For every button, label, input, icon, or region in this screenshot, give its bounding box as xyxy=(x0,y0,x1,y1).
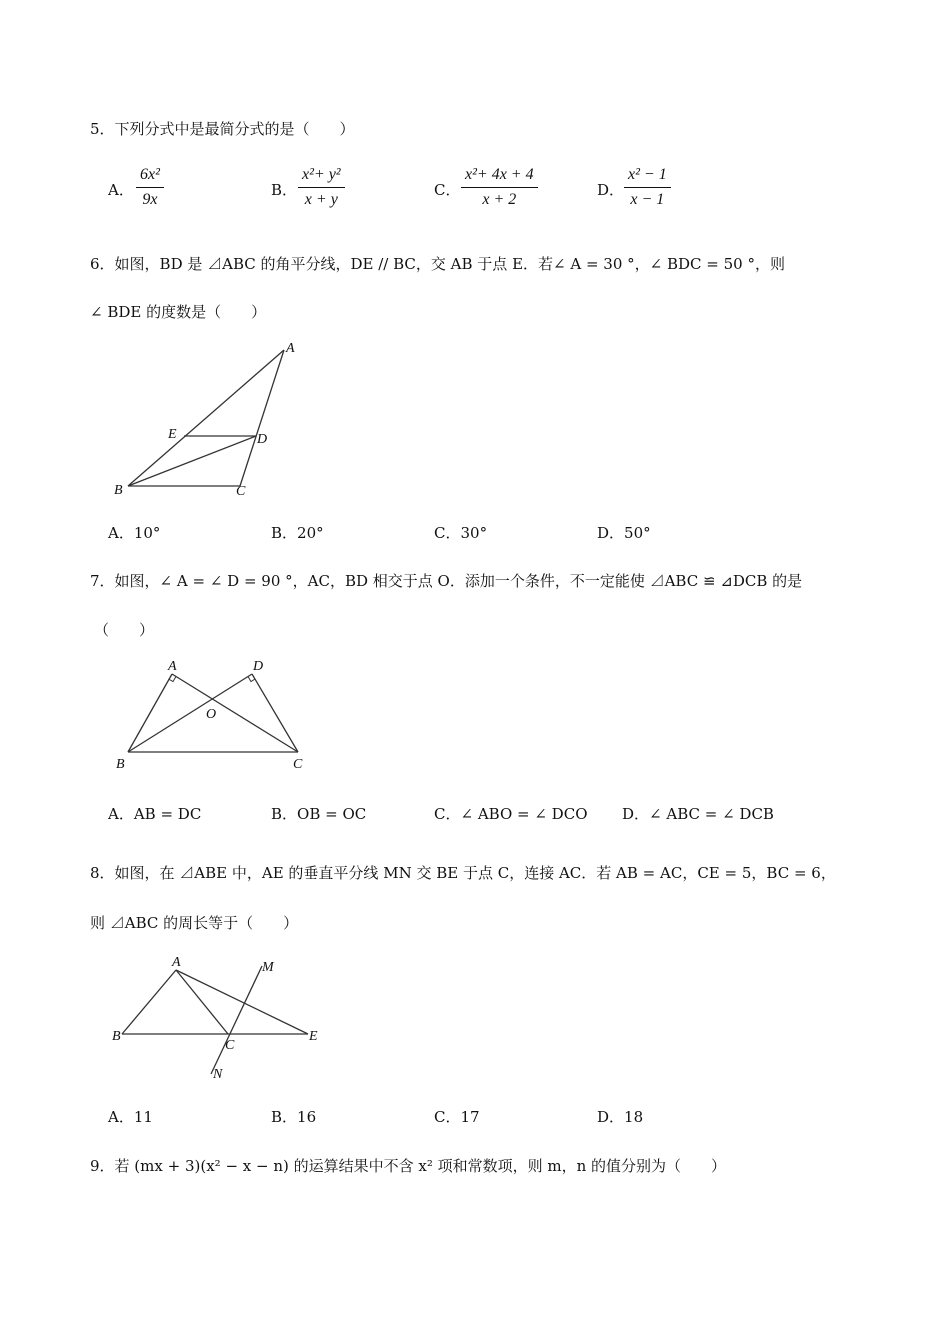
q5-stem: 5．下列分式中是最简分式的是（ ） xyxy=(90,120,355,138)
q5-option-d-label: D． xyxy=(597,181,625,199)
line-mn xyxy=(211,966,262,1074)
q8-option-d: D．18 xyxy=(597,1108,644,1126)
point-label-b: B xyxy=(112,1029,121,1044)
point-label-c: C xyxy=(225,1038,235,1053)
segment-bd xyxy=(128,436,256,486)
numerator: 6x² xyxy=(136,166,164,188)
q9-stem: 9．若 (mx + 3)(x² − x − n) 的运算结果中不含 x² 项和常数项，则 m，n 的值分别为（ ） xyxy=(90,1157,727,1175)
q5-option-c-fraction xyxy=(461,166,538,209)
q7-option-d: D．∠ ABC = ∠ DCB xyxy=(622,805,774,823)
numerator: x²+ y² xyxy=(298,166,345,188)
q5-option-a-label: A． xyxy=(108,181,134,199)
q5-option-a-fraction xyxy=(136,166,164,209)
denominator: x + y xyxy=(304,191,338,208)
point-label-m: M xyxy=(262,960,274,975)
point-label-b: B xyxy=(114,483,123,498)
q6-figure-triangle-abc xyxy=(108,338,308,504)
q6-stem-line2: ∠ BDE 的度数是（ ） xyxy=(90,303,267,321)
numerator: x² − 1 xyxy=(624,166,671,188)
denominator: 9x xyxy=(142,191,158,208)
denominator: x − 1 xyxy=(630,191,665,208)
denominator: x + 2 xyxy=(482,191,517,208)
q8-option-a: A．11 xyxy=(108,1108,153,1126)
q6-option-d: D．50° xyxy=(597,524,651,542)
point-label-a: A xyxy=(168,659,177,674)
q5-option-d-fraction xyxy=(624,166,671,209)
q5-option-b-label: B． xyxy=(271,181,298,199)
q6-option-a: A．10° xyxy=(108,524,161,542)
point-label-c: C xyxy=(293,757,303,772)
segment-cd xyxy=(252,674,298,752)
q8-option-b: B．16 xyxy=(271,1108,317,1126)
point-label-c: C xyxy=(236,484,246,499)
point-label-a: A xyxy=(286,341,295,356)
segment-ba xyxy=(128,674,172,752)
point-label-e: E xyxy=(309,1029,318,1044)
q8-figure-triangle-abe xyxy=(108,950,338,1084)
segment-ba xyxy=(122,970,176,1034)
point-label-e: E xyxy=(168,427,177,442)
q7-option-c: C．∠ ABO = ∠ DCO xyxy=(434,805,588,823)
point-label-n: N xyxy=(213,1067,223,1082)
q5-option-c-label: C． xyxy=(434,181,461,199)
q7-stem-line1: 7．如图，∠ A = ∠ D = 90 °，AC，BD 相交于点 O．添加一个条件，不一定能使 ⊿ABC ≌ ⊿DCB 的是 xyxy=(90,572,803,590)
q6-option-b: B．20° xyxy=(271,524,324,542)
point-label-d: D xyxy=(253,659,264,674)
segment-ae xyxy=(176,970,308,1034)
q7-option-a: A．AB = DC xyxy=(108,805,202,823)
segment-ca xyxy=(240,350,284,486)
q7-stem-line2: （ ） xyxy=(94,621,155,639)
q6-stem-line1: 6．如图，BD 是 ⊿ABC 的角平分线，DE // BC，交 AB 于点 E．若∠ A = 30 °，∠ BDC = 50 °，则 xyxy=(90,255,785,273)
segment-ba xyxy=(128,350,284,486)
q8-stem-line2: 则 ⊿ABC 的周长等于（ ） xyxy=(90,914,299,932)
q5-option-b-fraction xyxy=(298,166,345,209)
segment-ac xyxy=(176,970,228,1034)
q8-option-c: C．17 xyxy=(434,1108,480,1126)
point-label-a: A xyxy=(172,955,181,970)
point-label-o: O xyxy=(206,707,217,722)
point-label-b: B xyxy=(116,757,125,772)
q8-stem-line1: 8．如图，在 ⊿ABE 中，AE 的垂直平分线 MN 交 BE 于点 C，连接 AC．若 AB = AC，CE = 5，BC = 6， xyxy=(90,864,836,882)
numerator: x²+ 4x + 4 xyxy=(461,166,538,188)
q7-figure-quadrilateral xyxy=(108,654,328,774)
q7-option-b: B．OB = OC xyxy=(271,805,367,823)
point-label-d: D xyxy=(257,432,268,447)
q6-option-c: C．30° xyxy=(434,524,488,542)
